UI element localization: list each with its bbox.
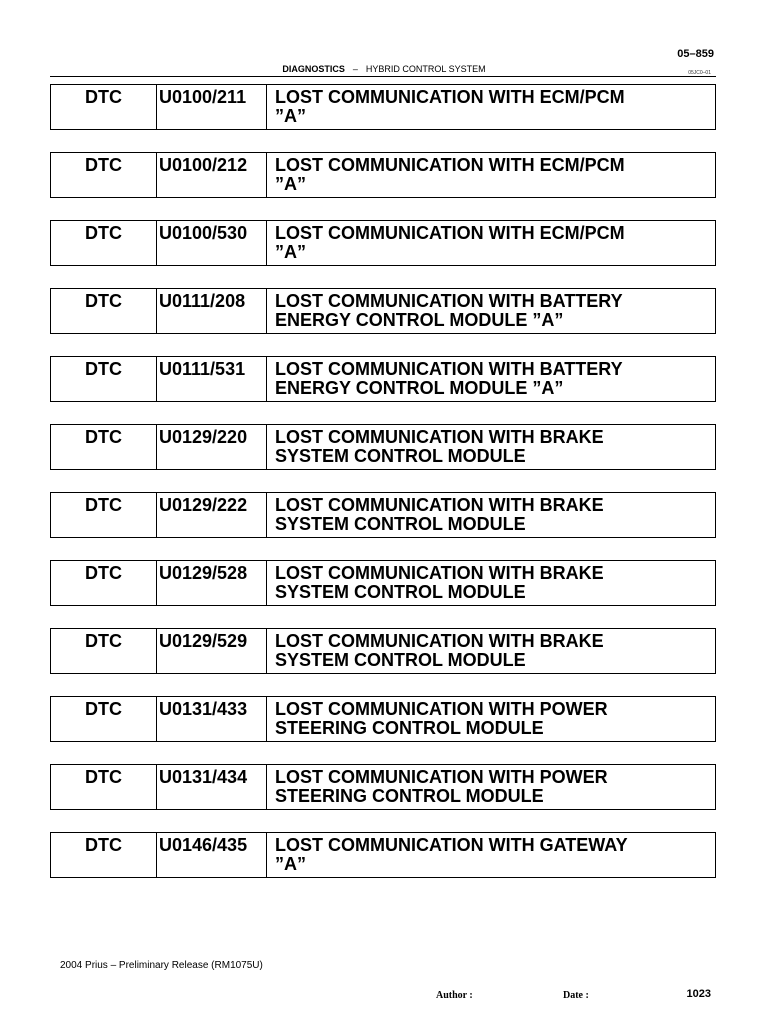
dtc-title-line: LOST COMMUNICATION WITH BRAKE [275,495,604,515]
dtc-list [50,84,716,900]
dtc-title-line: LOST COMMUNICATION WITH BRAKE [275,631,604,651]
dtc-label: DTC [51,561,157,605]
dtc-title [267,493,715,537]
dtc-code: U0129/529 [157,629,267,673]
dtc-title [267,289,715,333]
dtc-label: DTC [51,629,157,673]
dtc-row [50,764,716,810]
dtc-title-line: ”A” [275,854,306,874]
dtc-label: DTC [51,221,157,265]
dtc-title [267,629,715,673]
dtc-title [267,153,715,197]
dtc-code: U0100/211 [157,85,267,129]
section-title: DIAGNOSTICS [282,64,345,74]
dtc-row [50,84,716,130]
dtc-row [50,628,716,674]
dtc-code: U0129/222 [157,493,267,537]
dtc-code: U0129/528 [157,561,267,605]
dtc-title-line: SYSTEM CONTROL MODULE [275,514,526,534]
subsection-title: HYBRID CONTROL SYSTEM [365,64,486,74]
dtc-title-line: LOST COMMUNICATION WITH ECM/PCM [275,223,625,243]
page-number: 05–859 [677,48,714,60]
date-label: Date : [563,990,589,1001]
dtc-code: U0129/220 [157,425,267,469]
dtc-title-line: ENERGY CONTROL MODULE ”A” [275,310,564,330]
dtc-label: DTC [51,493,157,537]
header-divider [50,76,716,77]
dtc-title [267,697,715,741]
dtc-row [50,356,716,402]
dtc-row [50,560,716,606]
dtc-row [50,696,716,742]
dtc-title-line: STEERING CONTROL MODULE [275,786,544,806]
dtc-title [267,221,715,265]
dtc-title [267,425,715,469]
dtc-label: DTC [51,765,157,809]
header-separator: – [352,64,358,74]
dtc-title-line: LOST COMMUNICATION WITH POWER [275,699,608,719]
dtc-title-line: LOST COMMUNICATION WITH ECM/PCM [275,87,625,107]
dtc-code: U0131/434 [157,765,267,809]
dtc-row [50,492,716,538]
dtc-code: U0131/433 [157,697,267,741]
dtc-title-line: LOST COMMUNICATION WITH POWER [275,767,608,787]
dtc-title-line: LOST COMMUNICATION WITH BRAKE [275,563,604,583]
dtc-title-line: SYSTEM CONTROL MODULE [275,650,526,670]
reference-code: 05JC0–01 [688,70,711,76]
dtc-row [50,288,716,334]
dtc-label: DTC [51,289,157,333]
page-header [0,64,768,74]
dtc-label: DTC [51,697,157,741]
dtc-label: DTC [51,833,157,877]
dtc-title-line: ”A” [275,106,306,126]
dtc-row [50,832,716,878]
dtc-row [50,220,716,266]
dtc-title-line: ENERGY CONTROL MODULE ”A” [275,378,564,398]
dtc-title [267,833,715,877]
dtc-code: U0100/212 [157,153,267,197]
dtc-code: U0100/530 [157,221,267,265]
dtc-label: DTC [51,153,157,197]
dtc-title-line: LOST COMMUNICATION WITH BATTERY [275,359,623,379]
release-note: 2004 Prius – Preliminary Release (RM1075U) [60,960,263,971]
dtc-title-line: LOST COMMUNICATION WITH BATTERY [275,291,623,311]
dtc-label: DTC [51,357,157,401]
dtc-title-line: LOST COMMUNICATION WITH GATEWAY [275,835,628,855]
dtc-title [267,561,715,605]
dtc-title-line: ”A” [275,242,306,262]
dtc-label: DTC [51,85,157,129]
author-label: Author : [436,990,473,1001]
dtc-title-line: STEERING CONTROL MODULE [275,718,544,738]
dtc-title-line: LOST COMMUNICATION WITH ECM/PCM [275,155,625,175]
dtc-label: DTC [51,425,157,469]
dtc-title-line: ”A” [275,174,306,194]
dtc-title-line: SYSTEM CONTROL MODULE [275,582,526,602]
dtc-title-line: SYSTEM CONTROL MODULE [275,446,526,466]
dtc-title-line: LOST COMMUNICATION WITH BRAKE [275,427,604,447]
dtc-code: U0111/531 [157,357,267,401]
dtc-row [50,152,716,198]
dtc-code: U0111/208 [157,289,267,333]
dtc-row [50,424,716,470]
dtc-title [267,765,715,809]
dtc-title [267,85,715,129]
footer-page-number: 1023 [686,988,711,1000]
dtc-code: U0146/435 [157,833,267,877]
dtc-title [267,357,715,401]
